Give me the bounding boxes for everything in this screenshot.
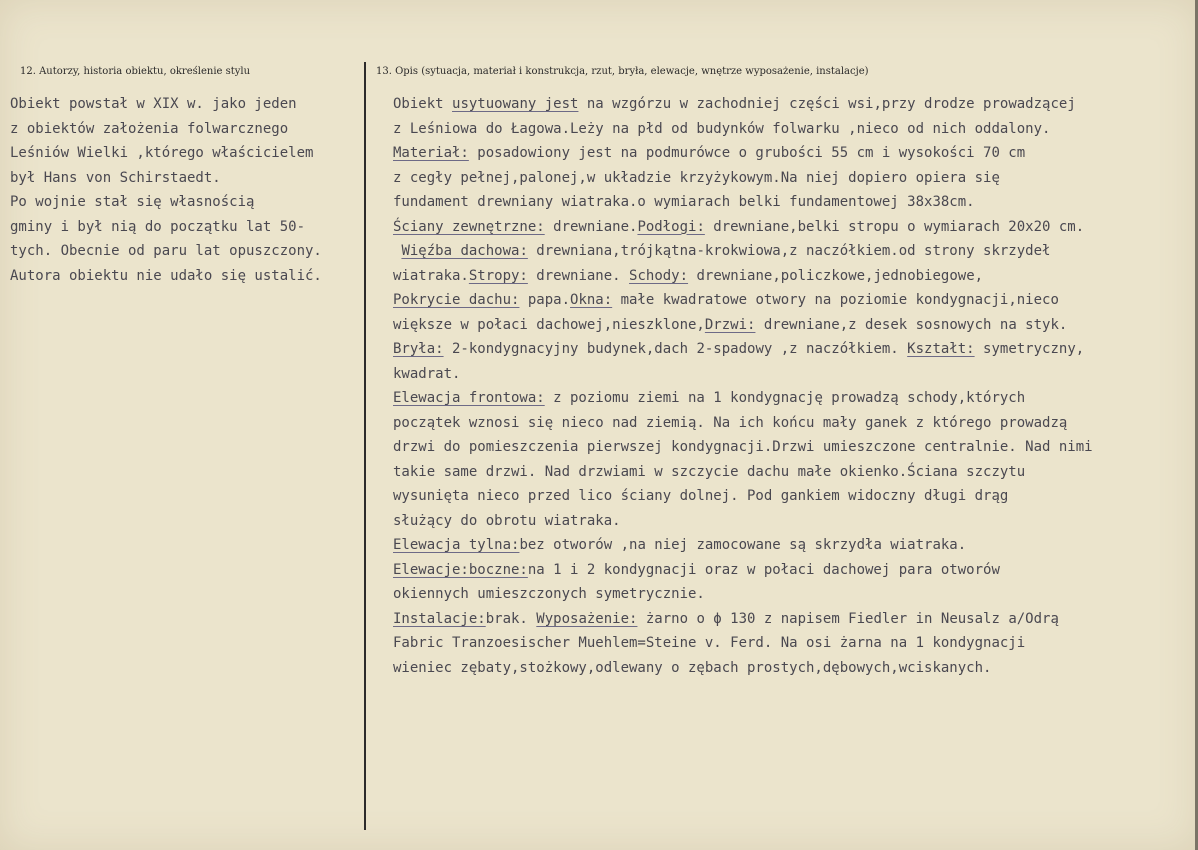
text-segment: drewniane.	[527, 267, 630, 284]
text-segment: z Leśniowa do Łagowa.Leży na płd od budynków folwarku ,nieco od nich oddalony.	[393, 120, 1051, 137]
text-segment: papa.	[519, 292, 571, 308]
field-label: usytuowany jest	[452, 96, 579, 112]
text-line: z obiektów założenia folwarcznego	[10, 120, 289, 137]
text-line	[393, 582, 1093, 607]
text-line	[393, 607, 1093, 632]
text-line	[393, 239, 1093, 264]
text-segment: z poziomu ziemi na 1 kondygnację prowadzą schody,których	[544, 390, 1026, 406]
text-line	[393, 117, 1093, 142]
text-segment: drewniane,belki stropu o wymiarach 20x20 cm.	[704, 218, 1085, 235]
section-13-text	[393, 92, 1093, 680]
text-line: był Hans von Schirstaedt.	[10, 169, 221, 186]
column-divider	[364, 62, 366, 830]
field-label: Okna:	[570, 292, 613, 308]
field-label: Materiał:	[393, 145, 469, 161]
text-line	[393, 264, 1093, 289]
text-line	[393, 215, 1093, 240]
text-segment: Fabric Tranzoesischer Muehlem=Steine v. Ferd. Na osi żarna na 1 kondygnacji	[393, 635, 1026, 651]
text-line	[393, 460, 1093, 485]
text-line	[393, 386, 1093, 411]
text-segment: posadowiony jest na podmurówce o grubości 55 cm i wysokości 70 cm	[468, 145, 1026, 161]
field-label: Pokrycie dachu:	[393, 292, 520, 308]
text-line	[393, 166, 1093, 191]
text-line	[393, 362, 1093, 387]
text-line: Po wojnie stał się własnością	[10, 194, 255, 210]
field-label: Stropy:	[468, 267, 528, 284]
text-line	[393, 631, 1093, 656]
text-line: gminy i był nią do początku lat 50-	[10, 218, 306, 235]
text-segment: większe w połaci dachowej,nieszklone,	[393, 316, 705, 333]
text-segment: drewniane,z desek sosnowych na styk.	[755, 316, 1068, 333]
text-segment: z cegły pełnej,palonej,w układzie krzyżykowym.Na niej dopiero opiera się	[393, 169, 1000, 186]
field-label: Ściany zewnętrzne:	[393, 218, 545, 235]
text-line	[393, 92, 1093, 117]
section-13-header: 13. Opis (sytuacja, materiał i konstrukcja, rzut, bryła, elewacje, wnętrze wyposażenie, instalacje)	[376, 66, 869, 77]
field-label: Schody:	[629, 267, 689, 284]
text-segment: drewniane,policzkowe,jednobiegowe,	[688, 267, 984, 284]
field-label: Elewacja frontowa:	[393, 390, 545, 406]
field-label: Elewacja tylna:	[393, 537, 520, 553]
text-segment: takie same drzwi. Nad drzwiami w szczycie dachu małe okienko.Ściana szczytu	[393, 463, 1026, 480]
text-segment: kwadrat.	[393, 365, 461, 382]
text-segment: początek wznosi się nieco nad ziemią. Na ich końcu mały ganek z którego prowadzą	[393, 414, 1068, 431]
text-segment: drzwi do pomieszczenia pierwszej kondygnacji.Drzwi umieszczone centralnie. Nad nimi	[393, 439, 1093, 455]
text-line	[393, 509, 1093, 534]
text-segment: na 1 i 2 kondygnacji oraz w połaci dachowej para otworów	[527, 561, 1000, 578]
text-segment: drewniane.	[544, 218, 638, 235]
text-segment: brak.	[485, 610, 537, 627]
text-line	[393, 313, 1093, 338]
section-12-text	[10, 92, 322, 288]
text-segment: wiatraka.	[393, 267, 469, 284]
text-line	[393, 141, 1093, 166]
text-line: Autora obiektu nie udało się ustalić.	[10, 267, 322, 284]
text-segment: żarno o ϕ 130 z napisem Fiedler in Neusalz a/Odrą	[637, 610, 1059, 627]
text-line	[393, 656, 1093, 681]
field-label: Instalacje:	[393, 610, 486, 627]
text-line	[393, 484, 1093, 509]
text-segment: służący do obrotu wiatraka.	[393, 512, 621, 529]
text-line	[393, 288, 1093, 313]
field-label: Elewacje:boczne:	[393, 561, 528, 578]
text-segment: 2-kondygnacyjny budynek,dach 2-spadowy ,z naczółkiem.	[443, 341, 908, 357]
text-segment: Obiekt	[393, 96, 453, 112]
text-line: Leśniów Wielki ,którego właścicielem	[10, 145, 314, 161]
text-line: tych. Obecnie od paru lat opuszczony.	[10, 243, 322, 259]
text-line	[393, 337, 1093, 362]
text-segment: na wzgórzu w zachodniej części wsi,przy drodze prowadzącej	[578, 96, 1076, 112]
field-label: Drzwi:	[704, 316, 756, 333]
text-segment: okiennych umieszczonych symetrycznie.	[393, 586, 705, 602]
text-line	[393, 190, 1093, 215]
text-line	[393, 533, 1093, 558]
text-segment: bez otworów ,na niej zamocowane są skrzydła wiatraka.	[519, 537, 967, 553]
text-segment: symetryczny,	[974, 341, 1085, 357]
text-segment: małe kwadratowe otwory na poziomie kondygnacji,nieco	[612, 292, 1059, 308]
text-line: Obiekt powstał w XIX w. jako jeden	[10, 96, 297, 112]
field-label: Kształt:	[907, 341, 975, 357]
field-label: Podłogi:	[637, 218, 705, 235]
text-segment: wysunięta nieco przed lico ściany dolnej. Pod gankiem widoczny długi drąg	[393, 488, 1009, 504]
text-line	[393, 411, 1093, 436]
field-label: Wyposażenie:	[536, 610, 638, 627]
text-segment: drewniana,trójkątna-krokwiowa,z naczółkiem.od strony skrzydeł	[527, 243, 1051, 259]
section-12-header: 12. Autorzy, historia obiektu, określenie stylu	[20, 66, 251, 77]
text-line	[393, 558, 1093, 583]
field-label: Bryła:	[393, 341, 444, 357]
text-segment: fundament drewniany wiatraka.o wymiarach belki fundamentowej 38x38cm.	[393, 194, 975, 210]
text-segment: wieniec zębaty,stożkowy,odlewany o zębach prostych,dębowych,wciskanych.	[393, 659, 992, 676]
text-line	[393, 435, 1093, 460]
field-label: Więźba dachowa:	[401, 243, 528, 259]
